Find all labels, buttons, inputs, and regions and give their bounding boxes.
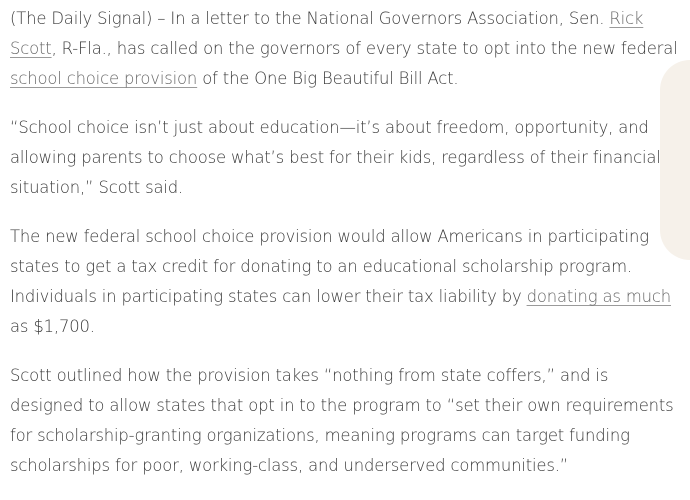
- paragraph-tax-credit: [10, 222, 682, 342]
- text-segment: , R-Fla., has called on the governors of every state to opt into the new federal: [51, 39, 678, 58]
- text-segment: The new federal school choice provision would allow Americans in participating states to get a tax credit for donating to an educational scholarship program. Individuals in participating states can lower their tax liability by: [10, 227, 649, 306]
- text-segment: of the One Big Beautiful Bill Act.: [197, 69, 459, 88]
- link-donating-as-much[interactable]: donating as much: [526, 287, 672, 306]
- text-segment: (The Daily Signal) – In a letter to the National Governors Association, Sen.: [10, 9, 610, 28]
- text-segment: as $1,700.: [10, 317, 95, 336]
- link-rick-scott[interactable]: Rick Scott: [10, 9, 644, 58]
- paragraph-intro: [10, 4, 682, 94]
- article-body: [10, 4, 682, 500]
- paragraph-provision-details: Scott outlined how the provision takes “nothing from state coffers,” and is designed to allow states that opt in to the program to “set their own requirements for scholarship-granting organizations, meaning programs can target funding scholarships for poor, working-class, and underserved communities.”: [10, 366, 674, 475]
- paragraph-quote: “School choice isn’t just about education—it’s about freedom, opportunity, and allowing parents to choose what’s best for their kids, regardless of their financial situation,” Scott said.: [10, 118, 661, 197]
- link-school-choice-provision[interactable]: school choice provision: [10, 69, 198, 88]
